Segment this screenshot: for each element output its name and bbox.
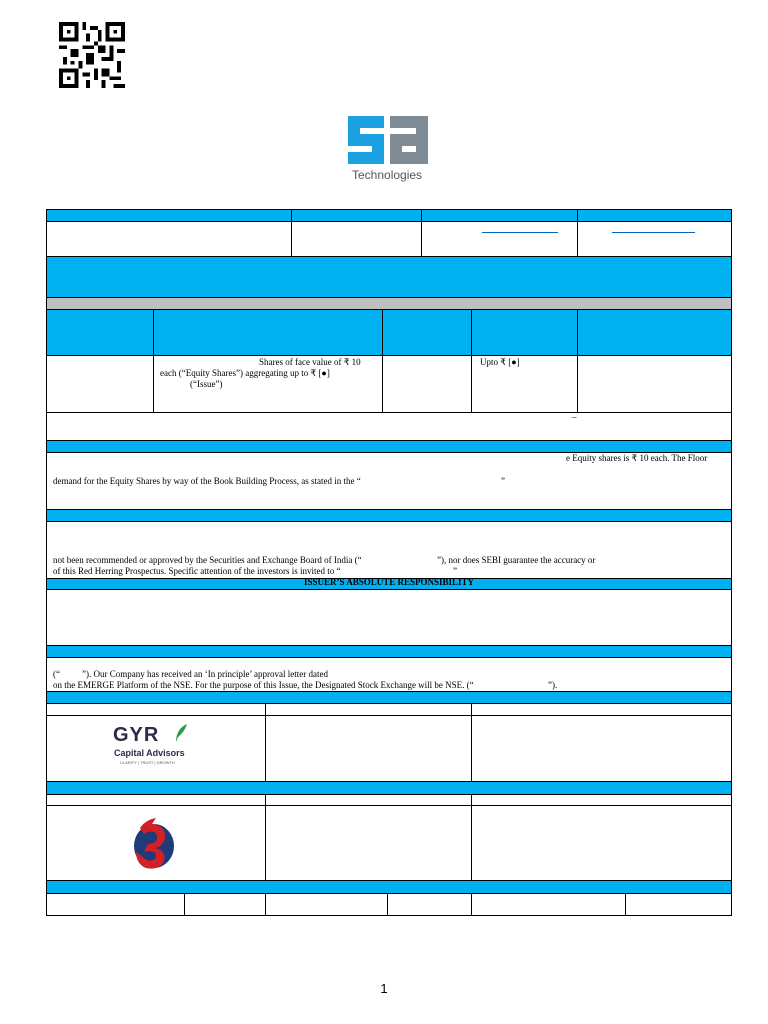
email-link[interactable]	[482, 232, 558, 233]
divider	[265, 893, 266, 916]
risk-text: not been recommended or approved by the Securities and Exchange Board of India (“	[53, 555, 362, 565]
listing-text: on the EMERGE Platform of the NSE. For the purpose of this Issue, the Designated Stock Exchange will be NSE. (“	[53, 680, 474, 690]
gyr-capital-logo	[112, 724, 204, 770]
divider	[471, 703, 472, 782]
dash-text: –	[572, 412, 577, 422]
responsibility-heading: ISSUER’S ABSOLUTE RESPONSIBILITY	[303, 577, 475, 587]
dash-row	[46, 412, 732, 441]
issuer-name-band	[46, 256, 732, 298]
company-logo	[346, 112, 432, 184]
issue-table-header	[46, 309, 732, 356]
bottom-row	[46, 893, 732, 916]
registrar-section-bar	[46, 781, 732, 795]
risk-text: ”), nor does SEBI guarantee the accuracy or	[437, 555, 596, 565]
price-text: e Equity shares is ₹ 10 each. The Floor	[566, 453, 708, 463]
price-text: demand for the Equity Shares by way of the Book Building Process, as stated in the “	[53, 476, 361, 486]
website-link[interactable]	[612, 232, 695, 233]
gyr-logo-name: GYR	[113, 724, 160, 746]
gyr-logo-tagline: CLARITY | TRUST | GROWTH	[120, 760, 175, 765]
listing-text: ”). Our Company has received an ‘In principle’ approval letter dated	[82, 669, 328, 679]
divider	[471, 893, 472, 916]
issuer-details-row	[46, 221, 732, 257]
divider	[265, 794, 266, 881]
divider	[184, 893, 185, 916]
risk-text: ”	[453, 566, 457, 576]
company-logo-text: Technologies	[352, 168, 423, 182]
divider	[471, 794, 472, 881]
shares-text: (“Issue”)	[190, 379, 223, 389]
qr-code-icon	[58, 22, 126, 88]
shares-text: each (“Equity Shares”) aggregating up to ₹ [●]	[160, 368, 330, 378]
responsibility-box	[46, 589, 732, 646]
issue-table-row	[46, 355, 732, 413]
divider	[625, 893, 626, 916]
listing-text: ”).	[548, 680, 558, 690]
price-text: ”	[501, 476, 505, 486]
sa-logo-mark-icon	[346, 112, 432, 168]
divider	[265, 703, 266, 782]
gyr-logo-sub: Capital Advisors	[114, 748, 185, 758]
listing-text: (“	[53, 669, 60, 679]
risk-text: of this Red Herring Prospectus. Specific attention of the investors is invited to “	[53, 566, 341, 576]
divider	[387, 893, 388, 916]
bottom-section-bar	[46, 880, 732, 894]
issue-size-text: Upto ₹ [●]	[480, 357, 520, 367]
bigshare-logo-icon	[130, 814, 178, 870]
page-number: 1	[380, 981, 388, 996]
shares-text: Shares of face value of ₹ 10	[259, 357, 361, 367]
leaf-icon	[174, 724, 188, 742]
